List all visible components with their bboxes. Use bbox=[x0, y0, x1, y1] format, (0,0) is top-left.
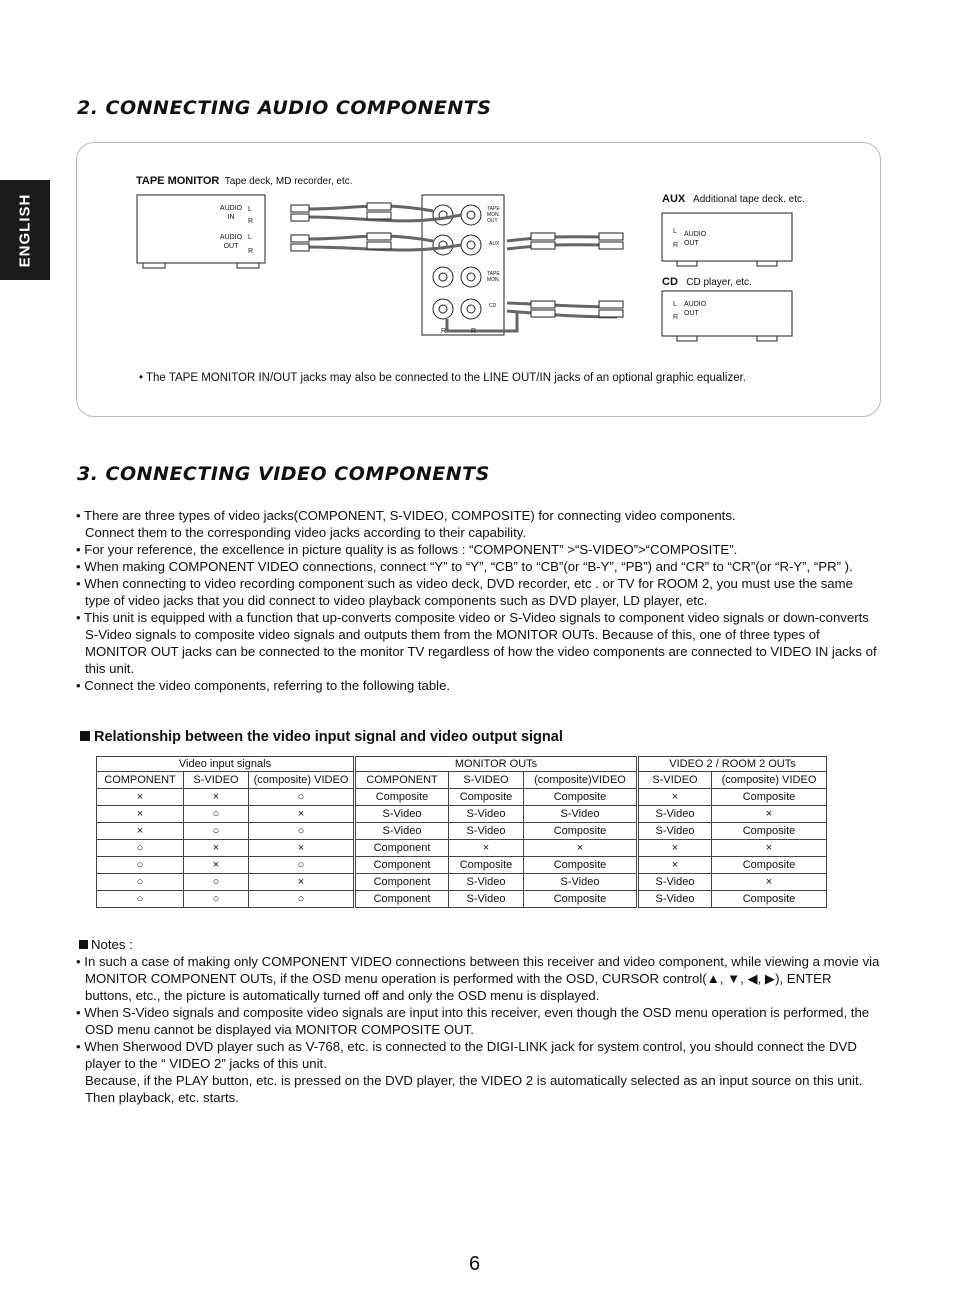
table-cell: × bbox=[249, 840, 355, 857]
table-cell: S-Video bbox=[638, 874, 712, 891]
table-cell: ○ bbox=[97, 857, 184, 874]
tape-audio-in-label: AUDIO IN bbox=[219, 205, 243, 221]
aux-label: AUX bbox=[662, 193, 686, 205]
column-header: COMPONENT bbox=[97, 772, 184, 789]
table-cell: × bbox=[638, 789, 712, 806]
table-row bbox=[97, 874, 827, 891]
table-cell: S-Video bbox=[355, 806, 449, 823]
table-row bbox=[97, 823, 827, 840]
table-cell: Composite bbox=[712, 857, 827, 874]
aux-desc: Additional tape deck. etc. bbox=[693, 194, 805, 205]
table-cell: × bbox=[97, 789, 184, 806]
table-cell: Composite bbox=[449, 789, 524, 806]
tape-monitor-desc: Tape deck, MD recorder, etc. bbox=[224, 176, 353, 187]
signal-table bbox=[96, 756, 827, 908]
table-cell: S-Video bbox=[638, 823, 712, 840]
svg-text:R: R bbox=[441, 328, 447, 335]
notes-heading bbox=[76, 936, 881, 953]
table-row bbox=[97, 857, 827, 874]
bullet-item: • Connect the video components, referring to the following table. bbox=[76, 678, 451, 693]
table-cell: ○ bbox=[97, 891, 184, 908]
table-cell: Composite bbox=[524, 789, 638, 806]
bullet-item: • When connecting to video recording component such as video deck, DVD recorder, etc . or TV for ROOM 2, you must use the same type of video jacks that you did connect to video playback components such as DVD player, LD player, etc. bbox=[76, 576, 853, 608]
table-cell: × bbox=[97, 823, 184, 840]
page-number: 6 bbox=[469, 1253, 481, 1275]
table-cell: S-Video bbox=[355, 823, 449, 840]
svg-text:R: R bbox=[471, 328, 477, 335]
language-tab bbox=[0, 180, 50, 280]
table-cell: × bbox=[712, 840, 827, 857]
table-cell: ○ bbox=[184, 823, 249, 840]
table-cell: Component bbox=[355, 857, 449, 874]
jack-cd-label: CD bbox=[489, 303, 497, 309]
table-cell: S-Video bbox=[449, 891, 524, 908]
table-row bbox=[97, 789, 827, 806]
aux-caption bbox=[662, 193, 805, 205]
table-cell: S-Video bbox=[449, 806, 524, 823]
table-cell: ○ bbox=[184, 891, 249, 908]
square-bullet-icon bbox=[79, 940, 88, 949]
table-cell: Component bbox=[355, 891, 449, 908]
column-header: S-VIDEO bbox=[449, 772, 524, 789]
table-cell: × bbox=[524, 840, 638, 857]
cd-label: CD bbox=[662, 276, 678, 288]
table-cell: × bbox=[638, 857, 712, 874]
table-heading bbox=[80, 729, 563, 745]
table-cell: × bbox=[712, 874, 827, 891]
table-column-header-row bbox=[97, 772, 827, 789]
group-header: Video input signals bbox=[97, 757, 355, 772]
cd-player-outline bbox=[662, 291, 792, 336]
tape-monitor-label: TAPE MONITOR bbox=[136, 175, 220, 187]
table-row bbox=[97, 891, 827, 908]
table-heading-text: Relationship between the video input signal and video output signal bbox=[94, 729, 563, 745]
svg-text:R: R bbox=[248, 218, 254, 225]
table-cell: × bbox=[712, 806, 827, 823]
svg-text:L: L bbox=[248, 206, 252, 213]
cd-caption bbox=[662, 276, 752, 288]
cd-desc: CD player, etc. bbox=[686, 277, 752, 288]
table-row bbox=[97, 840, 827, 857]
tape-deck-outline bbox=[137, 195, 265, 263]
notes-heading-text: Notes : bbox=[91, 937, 133, 952]
column-header: S-VIDEO bbox=[638, 772, 712, 789]
table-cell: ○ bbox=[184, 806, 249, 823]
tape-monitor-caption bbox=[136, 175, 353, 187]
bullet-item: • When making COMPONENT VIDEO connections, connect “Y” to “Y”, “CB” to “CB”(or “B-Y”, “PB”) and “CR” to “CR”(or “R-Y”, “PR” ). bbox=[76, 559, 853, 574]
language-tab-label: ENGLISH bbox=[16, 193, 34, 267]
tape-audio-out-label: AUDIO OUT bbox=[219, 234, 243, 250]
column-header: (composite) VIDEO bbox=[712, 772, 827, 789]
table-cell: Composite bbox=[712, 823, 827, 840]
svg-text:R: R bbox=[248, 248, 254, 255]
column-header: S-VIDEO bbox=[184, 772, 249, 789]
table-cell: × bbox=[184, 857, 249, 874]
note-item: Because, if the PLAY button, etc. is pressed on the DVD player, the VIDEO 2 is automatically selected as an input source on this unit. Then playback, etc. starts. bbox=[85, 1073, 863, 1105]
column-header: COMPONENT bbox=[355, 772, 449, 789]
svg-text:L: L bbox=[248, 234, 252, 241]
table-cell: × bbox=[449, 840, 524, 857]
group-header: MONITOR OUTs bbox=[355, 757, 638, 772]
cd-audio-out-label: AUDIO OUT bbox=[684, 301, 707, 317]
table-cell: S-Video bbox=[524, 806, 638, 823]
table-cell: × bbox=[97, 806, 184, 823]
table-cell: S-Video bbox=[638, 891, 712, 908]
table-group-header-row bbox=[97, 757, 827, 772]
notes-section bbox=[76, 936, 881, 1106]
table-cell: S-Video bbox=[524, 874, 638, 891]
bullet-item: • There are three types of video jacks(COMPONENT, S-VIDEO, COMPOSITE) for connecting video components. bbox=[76, 508, 736, 523]
aux-audio-out-label: AUDIO OUT bbox=[684, 231, 707, 247]
table-cell: Composite bbox=[449, 857, 524, 874]
tape-monitor-note: • The TAPE MONITOR IN/OUT jacks may also be connected to the LINE OUT/IN jacks of an optional graphic equalizer. bbox=[139, 372, 746, 384]
table-cell: Composite bbox=[524, 857, 638, 874]
table-cell: × bbox=[249, 874, 355, 891]
note-item: • When S-Video signals and composite video signals are input into this receiver, even though the OSD menu operation is performed, the OSD menu cannot be displayed via MONITOR COMPOSITE OUT. bbox=[76, 1005, 870, 1037]
table-cell: S-Video bbox=[638, 806, 712, 823]
bullet-item: • For your reference, the excellence in picture quality is as follows : “COMPONENT” >“S-VIDEO”>“COMPOSITE”. bbox=[76, 542, 738, 557]
table-cell: ○ bbox=[249, 789, 355, 806]
table-cell: × bbox=[184, 840, 249, 857]
video-bullets bbox=[76, 507, 881, 694]
table-cell: Composite bbox=[355, 789, 449, 806]
svg-text:R: R bbox=[673, 242, 679, 249]
note-item: • In such a case of making only COMPONENT VIDEO connections between this receiver and video component, while viewing a movie via MONITOR COMPONENT OUTs, if the OSD menu operation is performed with the OSD, CURSOR control(▲, ▼, ◀, ▶), ENTER buttons, etc., the picture is automatically turned off and only the OSD menu is displayed. bbox=[76, 954, 880, 1003]
table-row bbox=[97, 806, 827, 823]
table-cell: ○ bbox=[249, 891, 355, 908]
table-cell: × bbox=[638, 840, 712, 857]
jack-aux-label: AUX bbox=[489, 241, 500, 247]
column-header: (composite)VIDEO bbox=[524, 772, 638, 789]
table-cell: ○ bbox=[249, 823, 355, 840]
bullet-item: • This unit is equipped with a function that up-converts composite video or S-Video signals to component video signals or down-converts S-Video signals to composite video signals and outputs them from the MONITOR OUTs. Because of this, one of three types of MONITOR OUT jacks can be connected to the monitor TV regardless of how the video components are connected to VIDEO IN jacks of this unit. bbox=[76, 610, 877, 676]
jack-tape-mon-out-label: TAPE MON. OUT bbox=[487, 206, 501, 224]
table-cell: S-Video bbox=[449, 823, 524, 840]
square-bullet-icon bbox=[80, 731, 90, 741]
column-header: (composite) VIDEO bbox=[249, 772, 355, 789]
table-cell: × bbox=[249, 806, 355, 823]
table-cell: Composite bbox=[712, 789, 827, 806]
section-title-audio: 2. CONNECTING AUDIO COMPONENTS bbox=[77, 97, 492, 119]
table-cell: Component bbox=[355, 840, 449, 857]
group-header: VIDEO 2 / ROOM 2 OUTs bbox=[638, 757, 827, 772]
table-cell: ○ bbox=[249, 857, 355, 874]
svg-text:L: L bbox=[673, 301, 677, 308]
table-cell: Composite bbox=[712, 891, 827, 908]
jack-tape-mon-label: TAPE MON. bbox=[487, 271, 501, 283]
table-cell: Composite bbox=[524, 823, 638, 840]
table-cell: × bbox=[184, 789, 249, 806]
bullet-item: Connect them to the corresponding video jacks according to their capability. bbox=[85, 525, 527, 540]
aux-deck-outline bbox=[662, 213, 792, 261]
table-cell: Composite bbox=[524, 891, 638, 908]
table-cell: ○ bbox=[184, 874, 249, 891]
table-cell: S-Video bbox=[449, 874, 524, 891]
table-cell: ○ bbox=[97, 840, 184, 857]
svg-text:L: L bbox=[673, 228, 677, 235]
audio-connection-panel bbox=[76, 142, 881, 417]
section-title-video: 3. CONNECTING VIDEO COMPONENTS bbox=[77, 463, 490, 485]
table-cell: Component bbox=[355, 874, 449, 891]
svg-text:R: R bbox=[673, 314, 679, 321]
table-cell: ○ bbox=[97, 874, 184, 891]
note-item: • When Sherwood DVD player such as V-768, etc. is connected to the DIGI-LINK jack for system control, you should connect the DVD player to the “ VIDEO 2” jacks of this unit. bbox=[76, 1039, 857, 1071]
